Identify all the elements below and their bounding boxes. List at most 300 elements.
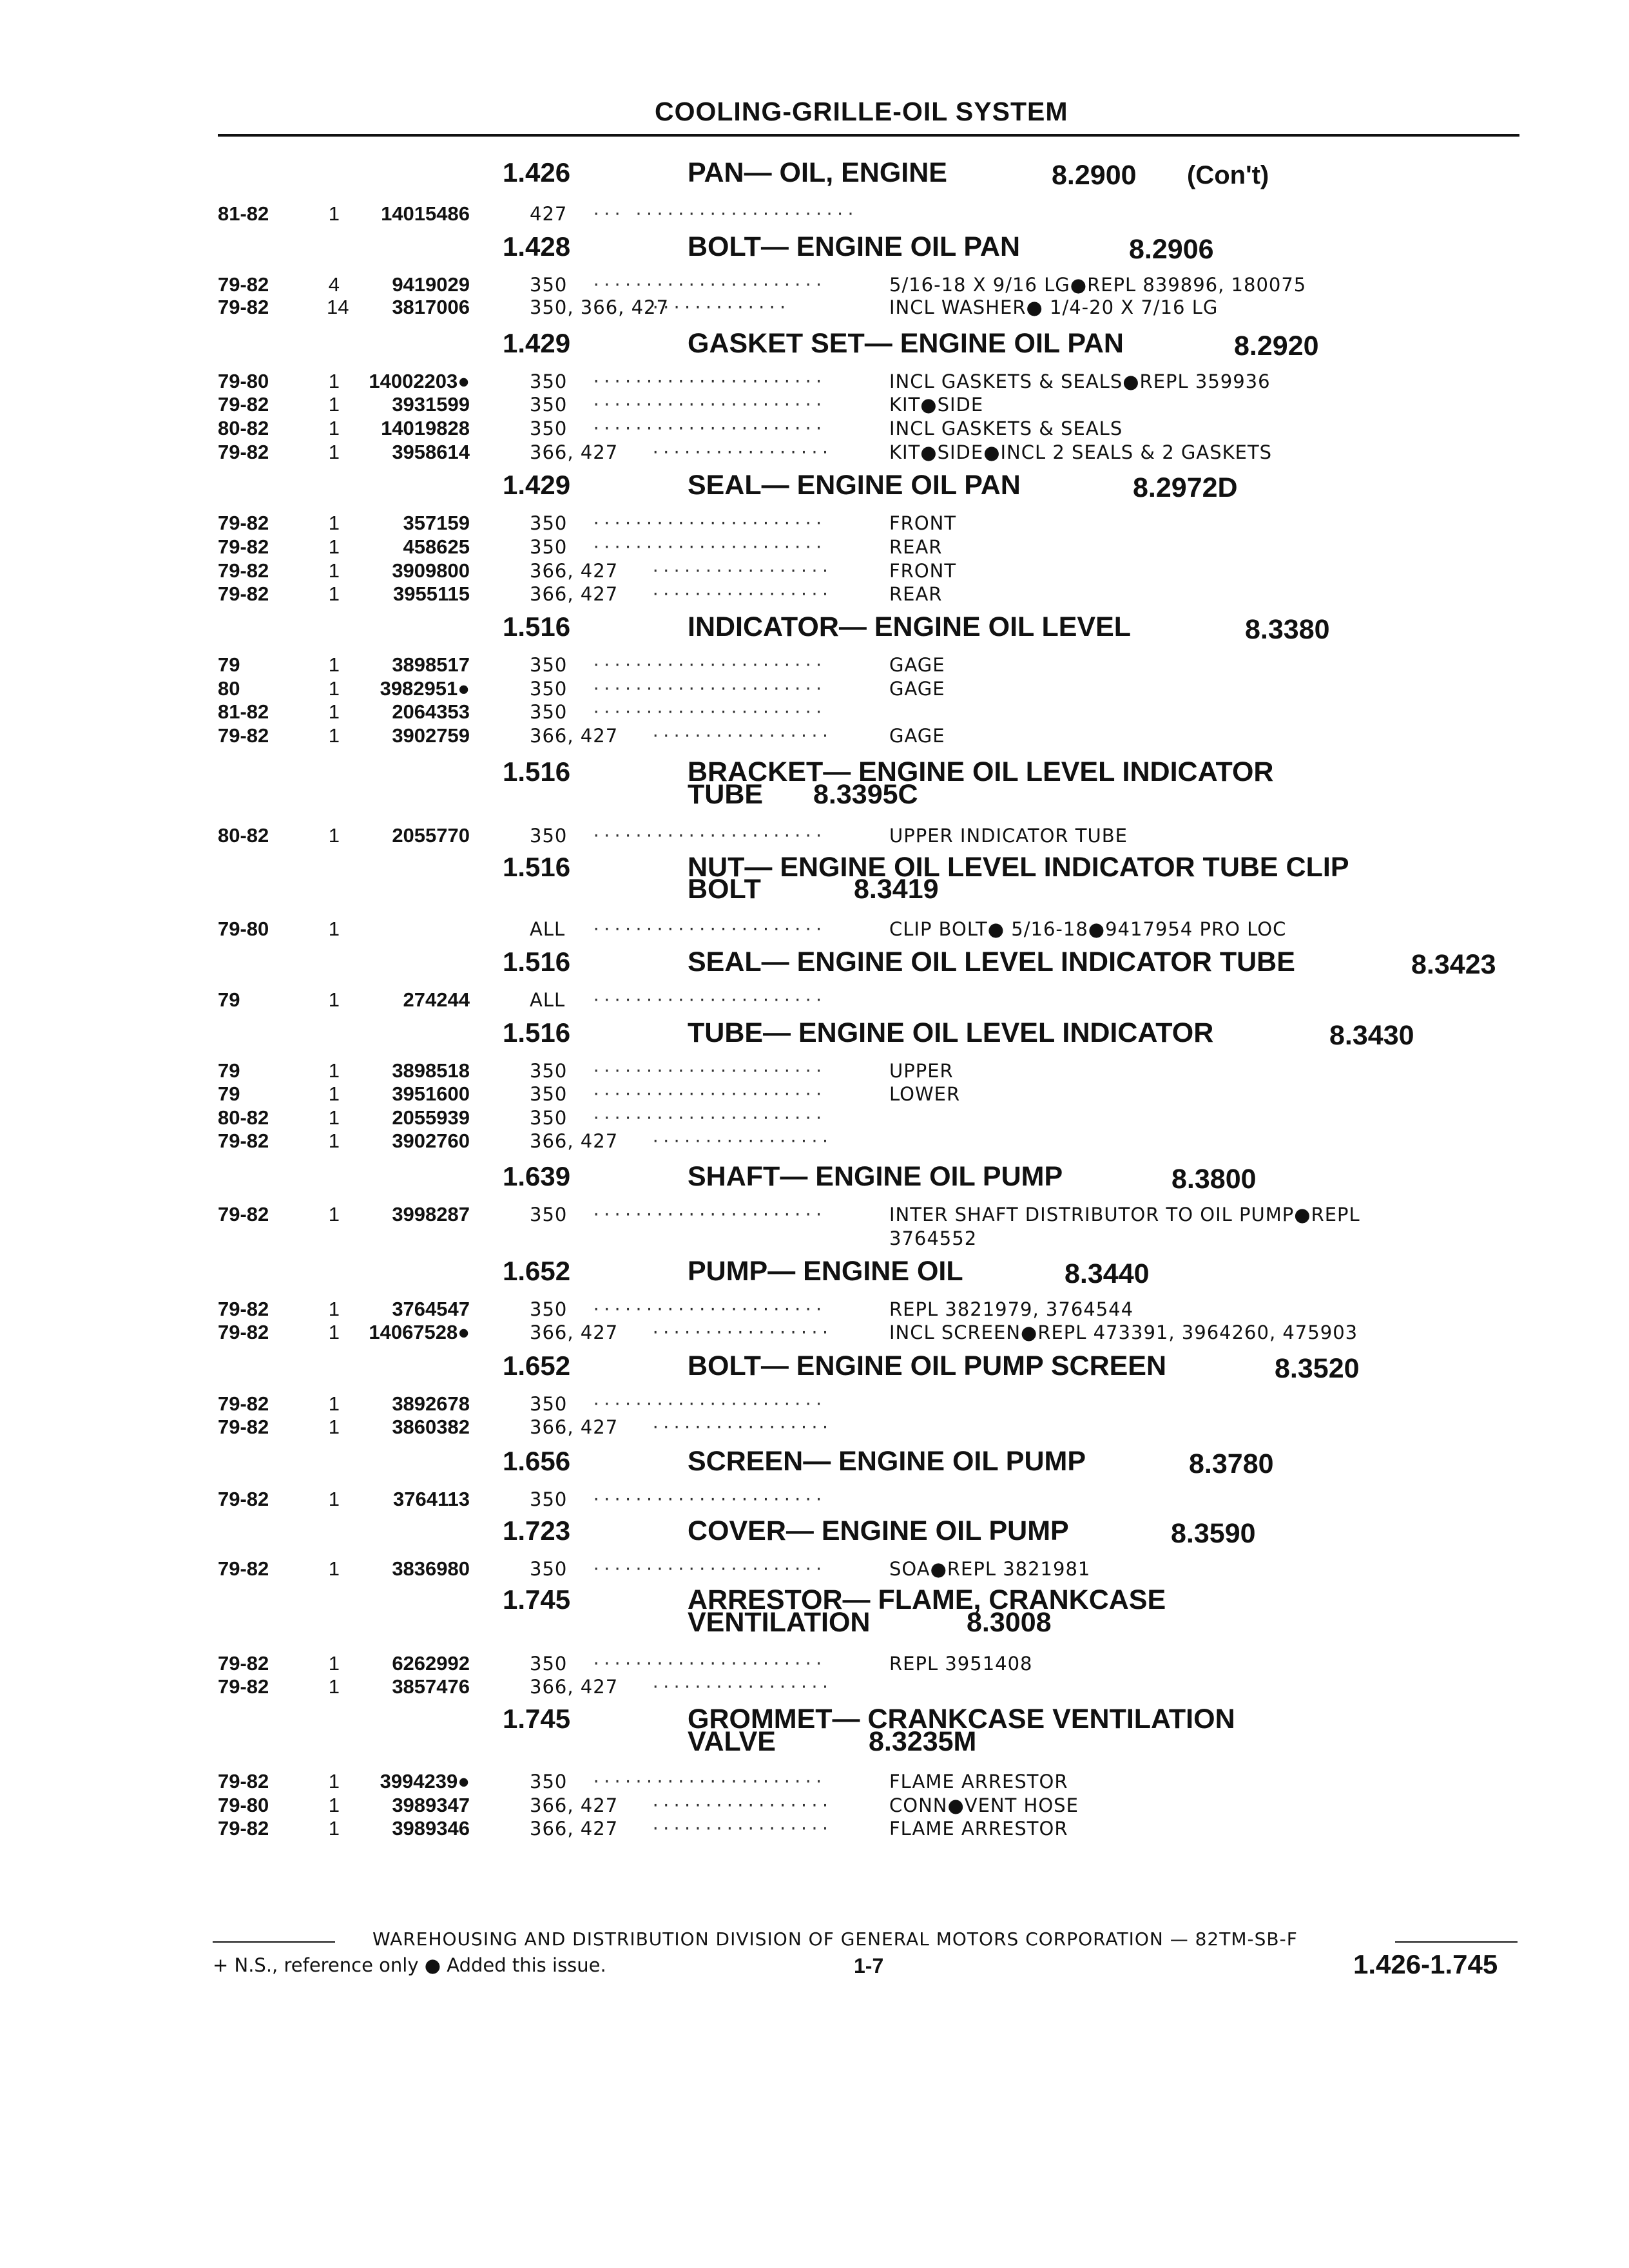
leader-dots: ······················ bbox=[592, 1490, 825, 1508]
engine-cell: 350 bbox=[530, 701, 568, 723]
section-code: 8.3800 bbox=[1171, 1164, 1257, 1195]
table-row bbox=[0, 918, 1629, 940]
part-number-cell: 3860382 bbox=[392, 1416, 470, 1438]
year-cell: 79-82 bbox=[218, 1392, 269, 1415]
section-code: 8.3423 bbox=[1411, 949, 1496, 980]
section-title: TUBE— ENGINE OIL LEVEL INDICATOR bbox=[688, 1017, 1214, 1048]
description-cell: GAGE bbox=[889, 654, 945, 676]
section-title: INDICATOR— ENGINE OIL LEVEL bbox=[688, 611, 1132, 642]
engine-cell: 350, 366, 427 bbox=[530, 296, 669, 318]
section-number: 1.428 bbox=[503, 231, 571, 262]
table-row bbox=[0, 1416, 1629, 1438]
table-row bbox=[0, 394, 1629, 416]
year-cell: 79-82 bbox=[218, 559, 269, 582]
engine-cell: 350 bbox=[530, 536, 568, 558]
section-code: 8.3008 bbox=[967, 1607, 1052, 1638]
qty-cell: 1 bbox=[328, 1392, 340, 1415]
leader-dots: ················· bbox=[651, 1323, 831, 1341]
description-cell: GAGE bbox=[889, 725, 945, 747]
part-number-cell: 3989347 bbox=[392, 1794, 470, 1816]
section-title-cont: VENTILATION bbox=[688, 1607, 871, 1638]
table-row bbox=[0, 203, 1629, 225]
leader-dots: ················· bbox=[651, 727, 831, 745]
table-row bbox=[0, 1818, 1629, 1840]
leader-dots: ······················ bbox=[592, 656, 825, 674]
description-cell: INCL SCREEN●REPL 473391, 3964260, 475903 bbox=[889, 1321, 1358, 1343]
section-code: 8.3419 bbox=[854, 874, 939, 905]
section-title: GASKET SET— ENGINE OIL PAN bbox=[688, 328, 1124, 359]
description-cell: KIT●SIDE bbox=[889, 394, 984, 416]
leader-dots: ······················ bbox=[592, 703, 825, 721]
part-number-cell: 2055770 bbox=[392, 824, 470, 847]
year-cell: 79 bbox=[218, 1082, 240, 1105]
engine-cell: 427 bbox=[530, 203, 568, 225]
part-number-cell: 3994239● bbox=[380, 1770, 470, 1792]
footer-range: 1.426-1.745 bbox=[1353, 1949, 1498, 1979]
engine-cell: 350 bbox=[530, 678, 568, 700]
description-cell: REPL 3951408 bbox=[889, 1653, 1033, 1675]
year-cell: 79-82 bbox=[218, 1298, 269, 1320]
table-row bbox=[0, 296, 1629, 318]
footer-rule-right bbox=[1395, 1941, 1518, 1943]
qty-cell: 1 bbox=[328, 724, 340, 747]
section-title-cont: VALVE bbox=[688, 1726, 776, 1757]
qty-cell: 1 bbox=[328, 202, 340, 225]
part-number-cell: 3982951● bbox=[380, 677, 470, 700]
section-heading bbox=[0, 1584, 1629, 1638]
leader-dots: ······················ bbox=[592, 920, 825, 938]
engine-cell: 350 bbox=[530, 274, 568, 296]
part-number-cell: 14015486 bbox=[381, 202, 470, 225]
leader-dots: ······················ bbox=[592, 372, 825, 390]
section-number: 1.429 bbox=[503, 470, 571, 500]
engine-cell: 366, 427 bbox=[530, 583, 619, 605]
part-number-cell: 3898517 bbox=[392, 653, 470, 676]
table-row bbox=[0, 512, 1629, 534]
section-code: 8.3520 bbox=[1275, 1353, 1360, 1384]
leader-dots: ······················ bbox=[592, 1560, 825, 1578]
table-row bbox=[0, 825, 1629, 847]
year-cell: 79-80 bbox=[218, 370, 269, 392]
year-cell: 79 bbox=[218, 653, 240, 676]
section-title: PUMP— ENGINE OIL bbox=[688, 1256, 963, 1287]
section-number: 1.516 bbox=[503, 611, 571, 642]
table-row bbox=[0, 1558, 1629, 1580]
leader-dots: ··· ····················· bbox=[592, 205, 857, 223]
leader-dots: ······················ bbox=[592, 276, 825, 294]
section-title: ARRESTOR— FLAME, CRANKCASE bbox=[688, 1584, 1166, 1615]
leader-dots: ······················ bbox=[592, 1773, 825, 1791]
description-cell: KIT●SIDE●INCL 2 SEALS & 2 GASKETS bbox=[889, 441, 1273, 463]
description-cell: FRONT bbox=[889, 560, 957, 582]
part-number-cell: 3955115 bbox=[393, 582, 470, 605]
section-number: 1.745 bbox=[503, 1584, 571, 1615]
table-row bbox=[0, 654, 1629, 676]
part-number-cell: 3764547 bbox=[392, 1298, 470, 1320]
leader-dots: ······················ bbox=[592, 419, 825, 437]
section-title: COVER— ENGINE OIL PUMP bbox=[688, 1515, 1069, 1546]
engine-cell: 366, 427 bbox=[530, 560, 619, 582]
section-heading bbox=[0, 611, 1629, 645]
year-cell: 79-82 bbox=[218, 582, 269, 605]
description-cell: FRONT bbox=[889, 512, 957, 534]
qty-cell: 1 bbox=[328, 700, 340, 723]
section-code: 8.3440 bbox=[1065, 1258, 1150, 1289]
year-cell: 80 bbox=[218, 677, 240, 700]
year-cell: 79-82 bbox=[218, 535, 269, 558]
description-cell: REPL 3821979, 3764544 bbox=[889, 1298, 1134, 1320]
description-cell: CLIP BOLT● 5/16-18●9417954 PRO LOC bbox=[889, 918, 1287, 940]
footer-rule-left bbox=[213, 1941, 335, 1943]
table-row bbox=[0, 1321, 1629, 1343]
part-number-cell: 14067528● bbox=[369, 1321, 470, 1343]
qty-cell: 1 bbox=[328, 918, 340, 940]
qty-cell: 4 bbox=[328, 273, 340, 296]
engine-cell: 350 bbox=[530, 418, 568, 439]
section-title: BOLT— ENGINE OIL PUMP SCREEN bbox=[688, 1350, 1167, 1381]
table-row bbox=[0, 1676, 1629, 1698]
engine-cell: ALL bbox=[530, 989, 566, 1011]
table-row bbox=[0, 1488, 1629, 1510]
part-number-cell: 2055939 bbox=[392, 1106, 470, 1129]
section-code: 8.2920 bbox=[1234, 331, 1319, 361]
leader-dots: ················· bbox=[651, 1796, 831, 1814]
section-number: 1.652 bbox=[503, 1350, 571, 1381]
part-number-cell: 3902759 bbox=[392, 724, 470, 747]
part-number-cell: 14002203● bbox=[369, 370, 470, 392]
section-title-cont: TUBE bbox=[688, 779, 764, 810]
part-number-cell: 3909800 bbox=[392, 559, 470, 582]
leader-dots: ······················ bbox=[592, 1655, 825, 1673]
qty-cell: 1 bbox=[328, 512, 340, 534]
section-title-cont: BOLT bbox=[688, 874, 761, 905]
description-cell: INCL WASHER● 1/4-20 X 7/16 LG bbox=[889, 296, 1219, 318]
qty-cell: 1 bbox=[328, 417, 340, 439]
qty-cell: 1 bbox=[328, 1817, 340, 1840]
engine-cell: 366, 427 bbox=[530, 441, 619, 463]
section-title: BRACKET— ENGINE OIL LEVEL INDICATOR bbox=[688, 756, 1274, 787]
qty-cell: 1 bbox=[328, 1416, 340, 1438]
leader-dots: ················· bbox=[651, 585, 831, 603]
year-cell: 81-82 bbox=[218, 202, 269, 225]
year-cell: 79-82 bbox=[218, 296, 269, 318]
leader-dots: ················· bbox=[651, 443, 831, 461]
leader-dots: ······················ bbox=[592, 396, 825, 414]
section-title: NUT— ENGINE OIL LEVEL INDICATOR TUBE CLIP bbox=[688, 852, 1349, 883]
section-heading bbox=[0, 157, 1629, 191]
description-cell: UPPER INDICATOR TUBE bbox=[889, 825, 1128, 847]
engine-cell: 350 bbox=[530, 1653, 568, 1675]
engine-cell: 366, 427 bbox=[530, 1818, 619, 1840]
section-code: 8.2900 bbox=[1052, 160, 1137, 191]
section-code: 8.3590 bbox=[1171, 1518, 1256, 1549]
engine-cell: 350 bbox=[530, 1488, 568, 1510]
engine-cell: 350 bbox=[530, 825, 568, 847]
description-cell: UPPER bbox=[889, 1060, 954, 1082]
qty-cell: 1 bbox=[328, 441, 340, 463]
section-number: 1.656 bbox=[503, 1446, 571, 1476]
qty-cell: 1 bbox=[328, 1059, 340, 1082]
part-number-cell: 357159 bbox=[403, 512, 470, 534]
section-title: SEAL— ENGINE OIL LEVEL INDICATOR TUBE bbox=[688, 947, 1295, 977]
section-continued: (Con't) bbox=[1187, 161, 1269, 189]
year-cell: 79-82 bbox=[218, 441, 269, 463]
part-number-cell: 9419029 bbox=[392, 273, 470, 296]
year-cell: 79-82 bbox=[218, 1203, 269, 1225]
engine-cell: 350 bbox=[530, 1107, 568, 1129]
year-cell: 79-82 bbox=[218, 273, 269, 296]
section-number: 1.516 bbox=[503, 852, 571, 882]
description-cell: REAR bbox=[889, 536, 943, 558]
engine-cell: 366, 427 bbox=[530, 1416, 619, 1438]
leader-dots: ······················ bbox=[592, 1300, 825, 1318]
section-heading bbox=[0, 1515, 1629, 1549]
part-number-cell: 3857476 bbox=[392, 1675, 470, 1698]
year-cell: 80-82 bbox=[218, 417, 269, 439]
leader-dots: ······················ bbox=[592, 827, 825, 845]
description-cell: LOWER bbox=[889, 1083, 961, 1105]
engine-cell: 350 bbox=[530, 1298, 568, 1320]
qty-cell: 1 bbox=[328, 1321, 340, 1343]
qty-cell: 1 bbox=[328, 1129, 340, 1152]
qty-cell: 1 bbox=[328, 653, 340, 676]
qty-cell: 1 bbox=[328, 1203, 340, 1225]
section-heading bbox=[0, 328, 1629, 361]
description-cell: SOA●REPL 3821981 bbox=[889, 1558, 1091, 1580]
qty-cell: 1 bbox=[328, 1652, 340, 1675]
engine-cell: 350 bbox=[530, 512, 568, 534]
leader-dots: ······················ bbox=[592, 1062, 825, 1080]
section-heading bbox=[0, 231, 1629, 265]
engine-cell: 350 bbox=[530, 1558, 568, 1580]
engine-cell: 350 bbox=[530, 1393, 568, 1415]
table-row bbox=[0, 1130, 1629, 1152]
part-number-cell: 6262992 bbox=[392, 1652, 470, 1675]
qty-cell: 1 bbox=[328, 677, 340, 700]
leader-dots: ················· bbox=[651, 1418, 831, 1436]
qty-cell: 1 bbox=[328, 559, 340, 582]
qty-cell: 1 bbox=[328, 535, 340, 558]
leader-dots: ······················ bbox=[592, 680, 825, 698]
footer-legend: + N.S., reference only ● Added this issue. bbox=[213, 1954, 606, 1976]
leader-dots: ······················ bbox=[592, 514, 825, 532]
section-heading bbox=[0, 470, 1629, 503]
part-number-cell: 3898518 bbox=[392, 1059, 470, 1082]
section-code: 8.3380 bbox=[1245, 614, 1330, 645]
part-number-cell: 3902760 bbox=[392, 1129, 470, 1152]
leader-dots: ······················ bbox=[592, 1109, 825, 1127]
qty-cell: 1 bbox=[328, 1106, 340, 1129]
year-cell: 79-82 bbox=[218, 1770, 269, 1792]
part-number-cell: 3951600 bbox=[392, 1082, 470, 1105]
description-cell: INTER SHAFT DISTRIBUTOR TO OIL PUMP●REPL bbox=[889, 1204, 1360, 1225]
description-cell: FLAME ARRESTOR bbox=[889, 1771, 1068, 1792]
year-cell: 79-82 bbox=[218, 1416, 269, 1438]
part-number-cell: 458625 bbox=[403, 535, 470, 558]
section-title: PAN— OIL, ENGINE bbox=[688, 157, 947, 188]
table-row bbox=[0, 1204, 1629, 1225]
qty-cell: 1 bbox=[328, 582, 340, 605]
table-row bbox=[0, 1083, 1629, 1105]
engine-cell: 350 bbox=[530, 654, 568, 676]
section-number: 1.516 bbox=[503, 947, 571, 977]
section-code: 8.3780 bbox=[1189, 1448, 1274, 1479]
year-cell: 79-82 bbox=[218, 1675, 269, 1698]
engine-cell: 350 bbox=[530, 1083, 568, 1105]
description-cell: REAR bbox=[889, 583, 943, 605]
qty-cell: 1 bbox=[328, 1794, 340, 1816]
part-number-cell: 3989346 bbox=[392, 1817, 470, 1840]
leader-dots: ······················ bbox=[592, 1085, 825, 1103]
table-row bbox=[0, 989, 1629, 1011]
section-number: 1.652 bbox=[503, 1256, 571, 1286]
description-cell: FLAME ARRESTOR bbox=[889, 1818, 1068, 1840]
section-heading bbox=[0, 756, 1629, 810]
description-cell: INCL GASKETS & SEALS●REPL 359936 bbox=[889, 370, 1271, 392]
description-cell: CONN●VENT HOSE bbox=[889, 1794, 1079, 1816]
section-number: 1.639 bbox=[503, 1161, 571, 1191]
section-code: 8.2972D bbox=[1133, 472, 1238, 503]
table-row bbox=[0, 1060, 1629, 1082]
header-rule bbox=[218, 134, 1519, 137]
part-number-cell: 3931599 bbox=[392, 393, 470, 416]
year-cell: 79-82 bbox=[218, 1321, 269, 1343]
footer-division: WAREHOUSING AND DISTRIBUTION DIVISION OF GENERAL MOTORS CORPORATION — 82TM-SB-F bbox=[372, 1928, 1298, 1950]
section-heading bbox=[0, 1350, 1629, 1384]
year-cell: 81-82 bbox=[218, 700, 269, 723]
engine-cell: ALL bbox=[530, 918, 566, 940]
section-heading bbox=[0, 1161, 1629, 1195]
year-cell: 80-82 bbox=[218, 1106, 269, 1129]
page-title: COOLING-GRILLE-OIL SYSTEM bbox=[655, 97, 1068, 126]
description-cell: 3764552 bbox=[889, 1227, 978, 1249]
part-number-cell: 2064353 bbox=[392, 700, 470, 723]
engine-cell: 350 bbox=[530, 394, 568, 416]
description-cell: GAGE bbox=[889, 678, 945, 700]
section-number: 1.745 bbox=[503, 1704, 571, 1734]
section-number: 1.429 bbox=[503, 328, 571, 358]
section-title: GROMMET— CRANKCASE VENTILATION bbox=[688, 1704, 1235, 1735]
table-row bbox=[0, 1653, 1629, 1675]
table-row bbox=[0, 1794, 1629, 1816]
section-heading bbox=[0, 1256, 1629, 1289]
table-row bbox=[0, 1107, 1629, 1129]
engine-cell: 366, 427 bbox=[530, 1321, 619, 1343]
qty-cell: 1 bbox=[328, 370, 340, 392]
qty-cell: 1 bbox=[328, 1082, 340, 1105]
table-row bbox=[0, 560, 1629, 582]
engine-cell: 366, 427 bbox=[530, 725, 619, 747]
leader-dots: ················· bbox=[651, 1820, 831, 1838]
table-row bbox=[0, 583, 1629, 605]
year-cell: 79-82 bbox=[218, 1817, 269, 1840]
part-number-cell: 3817006 bbox=[392, 296, 470, 318]
qty-cell: 1 bbox=[328, 824, 340, 847]
part-number-cell: 3958614 bbox=[392, 441, 470, 463]
section-code: 8.3395C bbox=[813, 779, 918, 810]
part-number-cell: 3998287 bbox=[392, 1203, 470, 1225]
engine-cell: 350 bbox=[530, 1060, 568, 1082]
year-cell: 80-82 bbox=[218, 824, 269, 847]
table-row bbox=[0, 1393, 1629, 1415]
qty-cell: 1 bbox=[328, 1557, 340, 1580]
qty-cell: 1 bbox=[328, 988, 340, 1011]
table-row bbox=[0, 441, 1629, 463]
section-number: 1.426 bbox=[503, 157, 571, 187]
section-number: 1.516 bbox=[503, 756, 571, 787]
section-code: 8.3430 bbox=[1329, 1020, 1414, 1051]
table-row bbox=[0, 725, 1629, 747]
year-cell: 79 bbox=[218, 1059, 240, 1082]
section-heading bbox=[0, 947, 1629, 980]
qty-cell: 14 bbox=[327, 296, 349, 318]
year-cell: 79-82 bbox=[218, 1129, 269, 1152]
year-cell: 79-82 bbox=[218, 1488, 269, 1510]
part-number-cell: 274244 bbox=[403, 988, 470, 1011]
year-cell: 79-82 bbox=[218, 724, 269, 747]
year-cell: 79 bbox=[218, 988, 240, 1011]
section-code: 8.2906 bbox=[1129, 234, 1214, 265]
year-cell: 79-82 bbox=[218, 1557, 269, 1580]
table-row bbox=[0, 1298, 1629, 1320]
section-code: 8.3235M bbox=[869, 1726, 977, 1757]
section-number: 1.723 bbox=[503, 1515, 571, 1546]
table-row bbox=[0, 1227, 1629, 1249]
table-row bbox=[0, 274, 1629, 296]
engine-cell: 366, 427 bbox=[530, 1130, 619, 1152]
description-cell: INCL GASKETS & SEALS bbox=[889, 418, 1123, 439]
table-row bbox=[0, 678, 1629, 700]
section-heading bbox=[0, 1446, 1629, 1479]
year-cell: 79-80 bbox=[218, 1794, 269, 1816]
part-number-cell: 3836980 bbox=[392, 1557, 470, 1580]
table-row bbox=[0, 370, 1629, 392]
table-row bbox=[0, 418, 1629, 439]
table-row bbox=[0, 536, 1629, 558]
leader-dots: ······················ bbox=[592, 991, 825, 1009]
section-title: SHAFT— ENGINE OIL PUMP bbox=[688, 1161, 1063, 1192]
description-cell: 5/16-18 X 9/16 LG●REPL 839896, 180075 bbox=[889, 274, 1307, 296]
engine-cell: 350 bbox=[530, 370, 568, 392]
leader-dots: ················· bbox=[651, 562, 831, 580]
leader-dots: ················· bbox=[651, 1678, 831, 1696]
year-cell: 79-82 bbox=[218, 1652, 269, 1675]
year-cell: 79-82 bbox=[218, 512, 269, 534]
engine-cell: 350 bbox=[530, 1771, 568, 1792]
qty-cell: 1 bbox=[328, 1675, 340, 1698]
footer-page-number: 1-7 bbox=[854, 1954, 884, 1977]
part-number-cell: 14019828 bbox=[381, 417, 470, 439]
section-title: SCREEN— ENGINE OIL PUMP bbox=[688, 1446, 1086, 1477]
part-number-cell: 3764113 bbox=[393, 1488, 470, 1510]
leader-dots: ················· bbox=[651, 1132, 831, 1150]
qty-cell: 1 bbox=[328, 1298, 340, 1320]
table-row bbox=[0, 1771, 1629, 1792]
table-row bbox=[0, 701, 1629, 723]
leader-dots: ······················ bbox=[592, 1395, 825, 1413]
section-heading bbox=[0, 1017, 1629, 1051]
year-cell: 79-80 bbox=[218, 918, 269, 940]
qty-cell: 1 bbox=[328, 1770, 340, 1792]
engine-cell: 366, 427 bbox=[530, 1794, 619, 1816]
leader-dots: ······················ bbox=[592, 538, 825, 556]
section-heading bbox=[0, 1704, 1629, 1757]
engine-cell: 350 bbox=[530, 1204, 568, 1225]
leader-dots: ······················ bbox=[592, 1206, 825, 1224]
qty-cell: 1 bbox=[328, 1488, 340, 1510]
leader-dots: ············· bbox=[651, 298, 789, 316]
section-heading bbox=[0, 852, 1629, 905]
